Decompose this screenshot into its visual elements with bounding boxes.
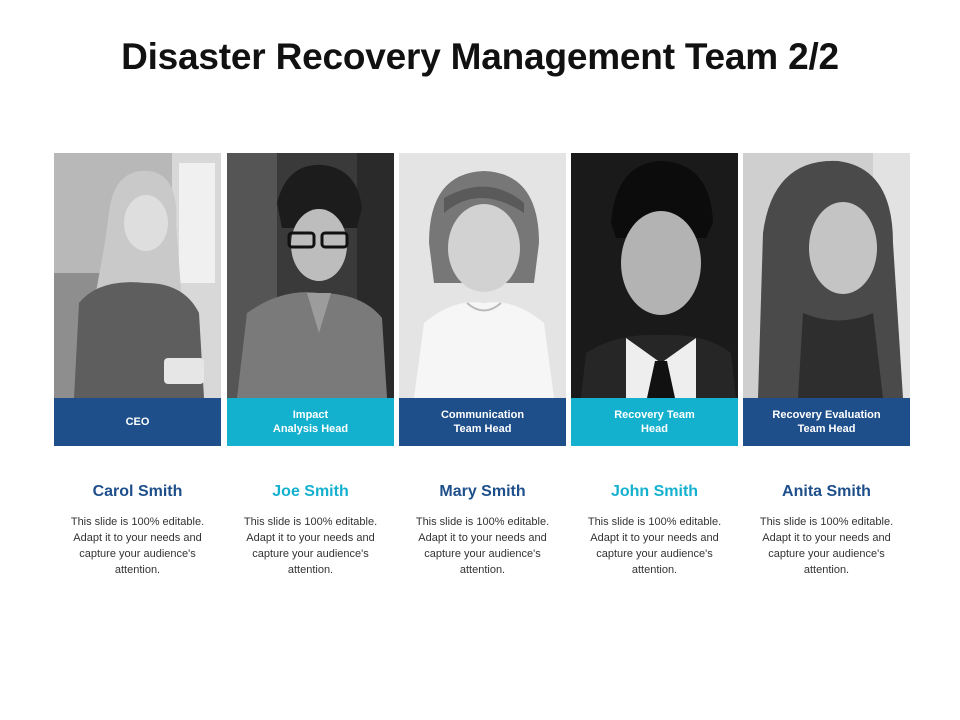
role-banner: Communication Team Head — [399, 398, 566, 446]
team-member-card — [743, 153, 910, 576]
member-description: This slide is 100% editable. Adapt it to your needs and capture your audience's attention. — [587, 516, 722, 576]
role-banner: Impact Analysis Head — [227, 398, 394, 446]
team-member-card — [399, 153, 566, 576]
portrait-photo — [227, 153, 394, 398]
team-member-card — [227, 153, 394, 576]
portrait-photo — [743, 153, 910, 398]
member-description: This slide is 100% editable. Adapt it to your needs and capture your audience's attention. — [415, 516, 550, 576]
member-description: This slide is 100% editable. Adapt it to your needs and capture your audience's attention. — [759, 516, 894, 576]
team-member-card — [571, 153, 738, 576]
portrait-photo — [54, 153, 221, 398]
member-name: Mary Smith — [439, 483, 526, 500]
portrait-photo — [571, 153, 738, 398]
team-member-card — [54, 153, 221, 576]
slide-title: Disaster Recovery Management Team 2/2 — [121, 36, 839, 77]
member-name: John Smith — [610, 483, 699, 500]
role-banner: Recovery Evaluation Team Head — [743, 398, 910, 446]
member-name: Carol Smith — [92, 483, 183, 500]
member-name: Joe Smith — [272, 483, 349, 500]
member-name: Anita Smith — [782, 483, 871, 500]
member-description: This slide is 100% editable. Adapt it to your needs and capture your audience's attention. — [243, 516, 378, 576]
portrait-photo — [399, 153, 566, 398]
role-banner: Recovery Team Head — [571, 398, 738, 446]
role-banner: CEO — [54, 398, 221, 446]
member-description: This slide is 100% editable. Adapt it to your needs and capture your audience's attention. — [70, 516, 205, 576]
